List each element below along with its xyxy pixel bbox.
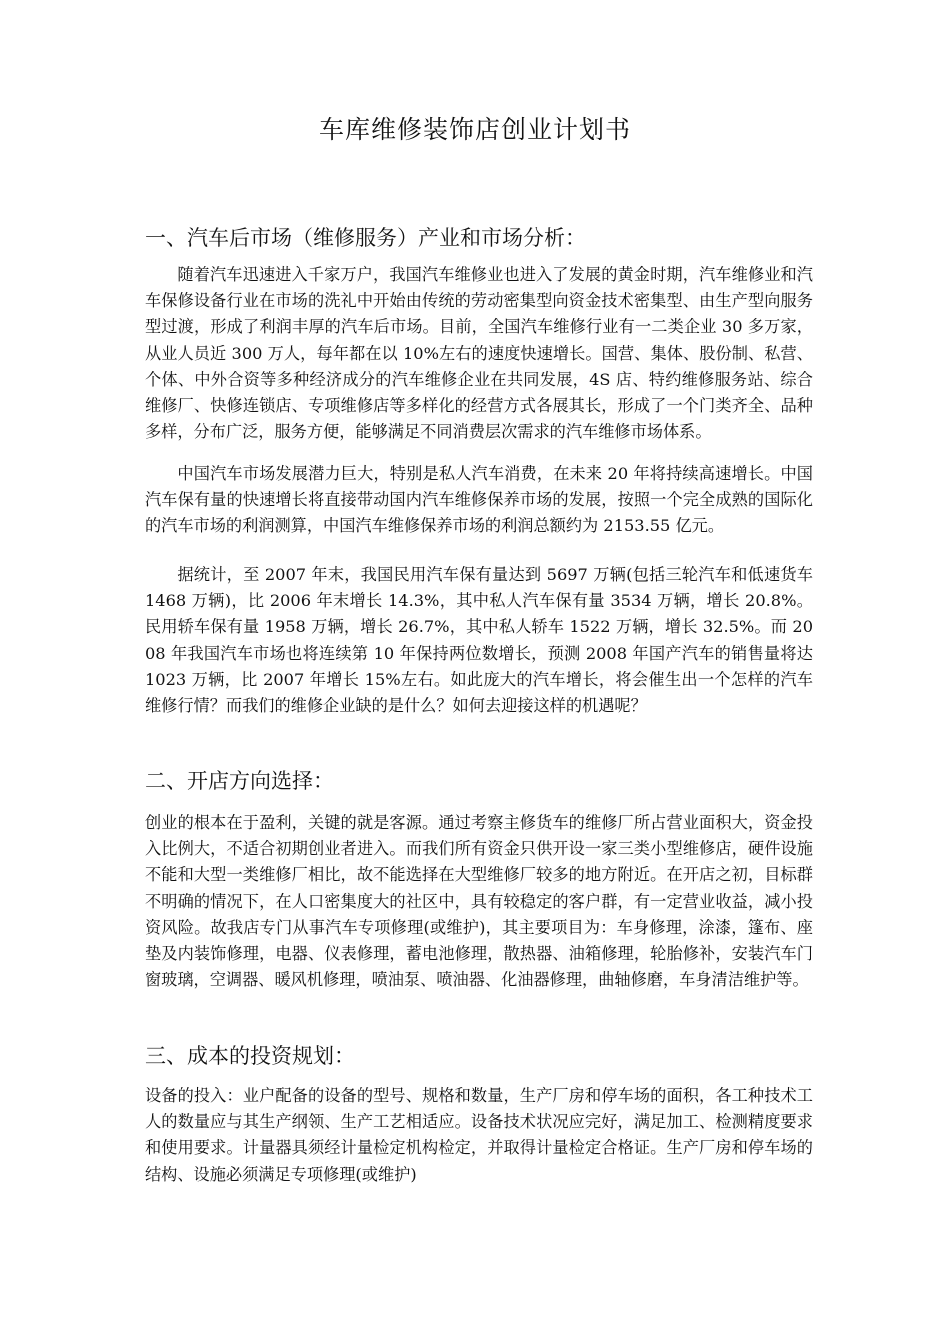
section-heading-store-direction: 二、开店方向选择： — [145, 769, 334, 793]
paragraph-statistics: 据统计，至 2007 年末，我国民用汽车保有量达到 5697 万辆(包括三轮汽车和低速货车 1468 万辆)，比 2006 年末增长 14.3%，其中私人汽车保有量 3534 万辆，增长 20.8%。民用轿车保有量 1958 万辆，增长 26.7%，其中私人轿车 1522 万辆，增长 32.5%。而 2008 年我国汽车市场也将连续第 10 年保持两位数增长，预测 2008 年国产汽车的销售量将达 1023 万辆，比 2007 年增长 15%左右。如此庞大的汽车增长，将会催生出一个怎样的汽车维修行情？而我们的维修企业缺的是什么？如何去迎接这样的机遇呢？ — [145, 565, 813, 716]
section-heading-market-analysis: 一、汽车后市场（维修服务）产业和市场分析： — [145, 226, 586, 250]
document-title: 车库维修装饰店创业计划书 — [318, 115, 631, 144]
paragraph-market-potential: 中国汽车市场发展潜力巨大，特别是私人汽车消费，在未来 20 年将持续高速增长。中国汽车保有量的快速增长将直接带动国内汽车维修保养市场的发展，按照一个完全成熟的国际化的汽车市场的利润测算，中国汽车维修保养市场的利润总额约为 2153.55 亿元。 — [145, 464, 813, 536]
paragraph-store-direction: 创业的根本在于盈利，关键的就是客源。通过考察主修货车的维修厂所占营业面积大，资金投入比例大，不适合初期创业者进入。而我们所有资金只供开设一家三类小型维修店，硬件设施不能和大型一类维修厂相比，故不能选择在大型维修厂较多的地方附近。在开店之初，目标群不明确的情况下，在人口密集度大的社区中，具有较稳定的客户群，有一定营业收益，减小投资风险。故我店专门从事汽车专项修理(或维护)，其主要项目为：车身修理，涂漆，篷布、座垫及内装饰修理，电器、仪表修理，蓄电池修理，散热器、油箱修理，轮胎修补，安装汽车门窗玻璃，空调器、暖风机修理，喷油泵、喷油器、化油器修理，曲轴修磨，车身清洁维护等。 — [145, 813, 813, 990]
section-heading-investment-plan: 三、成本的投资规划： — [145, 1044, 355, 1068]
paragraph-market-overview: 随着汽车迅速进入千家万户，我国汽车维修业也进入了发展的黄金时期，汽车维修业和汽车保修设备行业在市场的洗礼中开始由传统的劳动密集型向资金技术密集型、由生产型向服务型过渡，形成了利润丰厚的汽车后市场。目前，全国汽车维修行业有一二类企业 30 多万家，从业人员近 300 万人，每年都在以 10%左右的速度快速增长。国营、集体、股份制、私营、个体、中外合资等多种经济成分的汽车维修企业在共同发展，4S 店、特约维修服务站、综合维修厂、快修连锁店、专项维修店等多样化的经营方式各展其长，形成了一个门类齐全、品种多样，分布广泛，服务方便，能够满足不同消费层次需求的汽车维修市场体系。 — [145, 265, 813, 442]
paragraph-equipment-investment: 设备的投入：业户配备的设备的型号、规格和数量，生产厂房和停车场的面积，各工种技术工人的数量应与其生产纲领、生产工艺相适应。设备技术状况应完好，满足加工、检测精度要求和使用要求。计量器具须经计量检定机构检定，并取得计量检定合格证。生产厂房和停车场的结构、设施必须满足专项修理(或维护) — [145, 1086, 813, 1184]
